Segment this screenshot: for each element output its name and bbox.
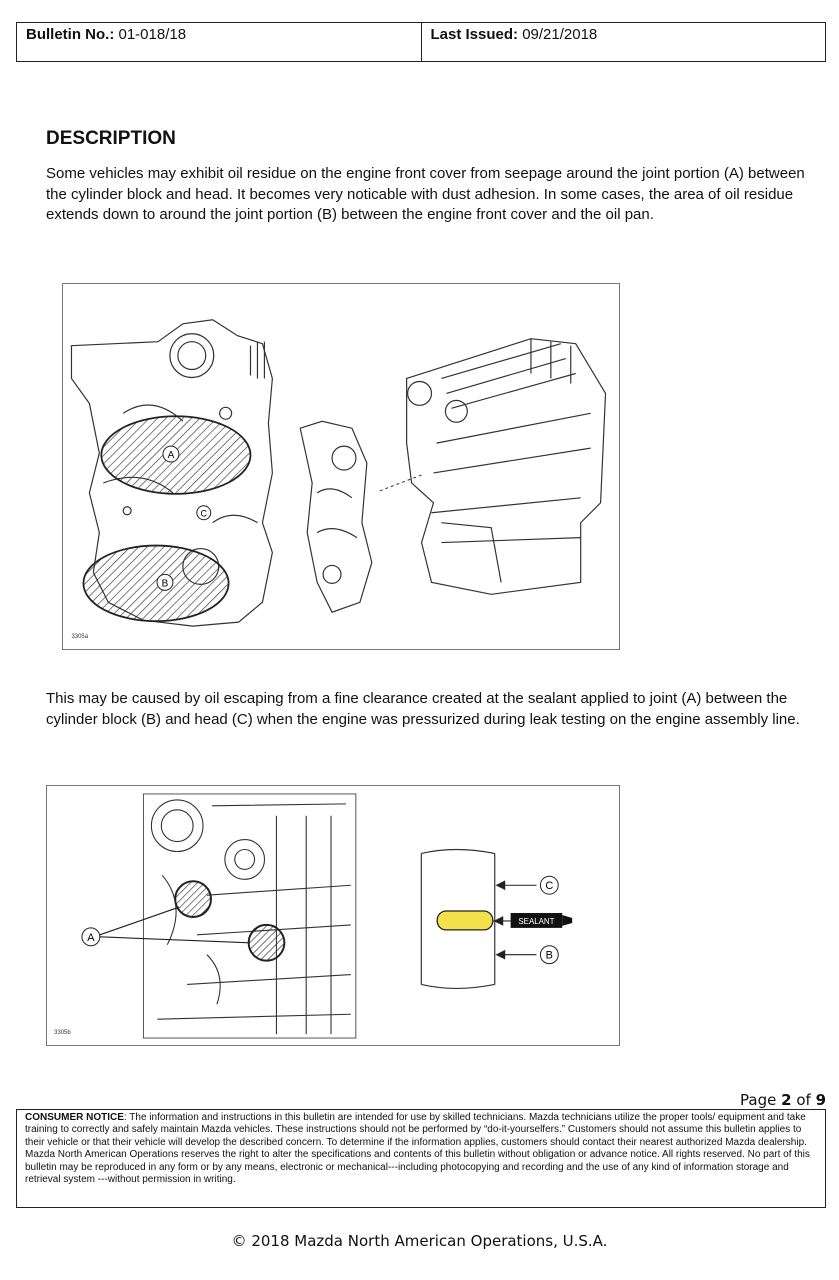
figure2-label-c: C [545, 880, 554, 893]
figure1-label-b: B [161, 578, 169, 590]
description-paragraph-1: Some vehicles may exhibit oil residue on the engine front cover from seepage around the joint portion (A) between the cylinder block and head. It becomes very noticable with dust adhesion. In some cases, the area of oil residue extends down to around the joint portion (B) between the engine front cover and the oil pan. [46, 165, 805, 223]
sealant-nozzle-label [511, 913, 573, 928]
figure2-label-b: B [545, 949, 553, 962]
bulletin-number-value: 01-018/18 [118, 26, 187, 43]
last-issued-label: Last Issued: [430, 26, 519, 43]
sealant-label: SEALANT [518, 916, 555, 926]
bulletin-number-cell [17, 23, 421, 61]
label-c-marker [197, 506, 211, 520]
engine-front-cover-figure [62, 283, 620, 650]
engine-block-drawing [407, 339, 606, 595]
section-title: DESCRIPTION [46, 128, 176, 149]
last-issued-cell [421, 23, 826, 61]
page-number [740, 1091, 826, 1109]
figure2-label-b-marker [540, 946, 558, 964]
consumer-notice-text: : The information and instructions in this bulletin are intended for use by skilled technicians. Mazda technicians utilize the proper tools/ equipment and take training to correctly and safely maintain Mazda vehicles. These instructions should not be performed by “do-it-yourselfers.” Customers should not assume this bulletin applies to their vehicle or that their vehicle will develop the described concern. To determine if the information applies, customers should contact their nearest authorized Mazda dealership. Mazda North American Operations reserves the right to alter the specifications and contents of this bulletin without obligation or advance notice. All rights reserved. No part of this bulletin may be reproduced in any form or by any means, electronic or mechanical---including photocopying and recording and the use of any kind of information storage and retrieval system ---without permission in writing. [25, 1112, 810, 1186]
joint-point-a-lower [249, 925, 285, 961]
sealant-bead [437, 911, 493, 930]
page-total: 9 [815, 1091, 826, 1109]
consumer-notice-label: CONSUMER NOTICE [25, 1112, 124, 1123]
label-a-marker [163, 446, 179, 462]
figure2-label-a: A [87, 931, 95, 944]
front-cover-exploded-drawing [300, 421, 372, 612]
sealant-joint-figure [46, 785, 620, 1046]
figure2-label-c-marker [540, 876, 558, 894]
joint-point-a-upper [175, 881, 211, 917]
page-of: of [791, 1091, 816, 1109]
last-issued-value: 09/21/2018 [522, 26, 598, 43]
label-b-marker [157, 574, 173, 590]
consumer-notice [16, 1109, 826, 1208]
page-prefix: Page [740, 1091, 782, 1109]
figure2-label-a-marker [82, 928, 100, 946]
page-current: 2 [781, 1091, 792, 1109]
figure1-label-a: A [167, 450, 175, 462]
description-paragraph-2: This may be caused by oil escaping from a fine clearance created at the sealant applied to joint (A) between the cylinder block (B) and head (C) when the engine was pressurized during leak testing on the engine assembly line. [46, 690, 800, 728]
bulletin-header [16, 22, 826, 62]
oil-seepage-area-b [83, 546, 228, 622]
figure1-label-c: C [200, 508, 207, 519]
copyright-footer: © 2018 Mazda North American Operations, U.S.A. [231, 1232, 608, 1250]
bulletin-number-label: Bulletin No.: [26, 26, 115, 43]
figure1-code: 3305a [71, 634, 89, 641]
figure2-code: 3305b [54, 1030, 71, 1037]
